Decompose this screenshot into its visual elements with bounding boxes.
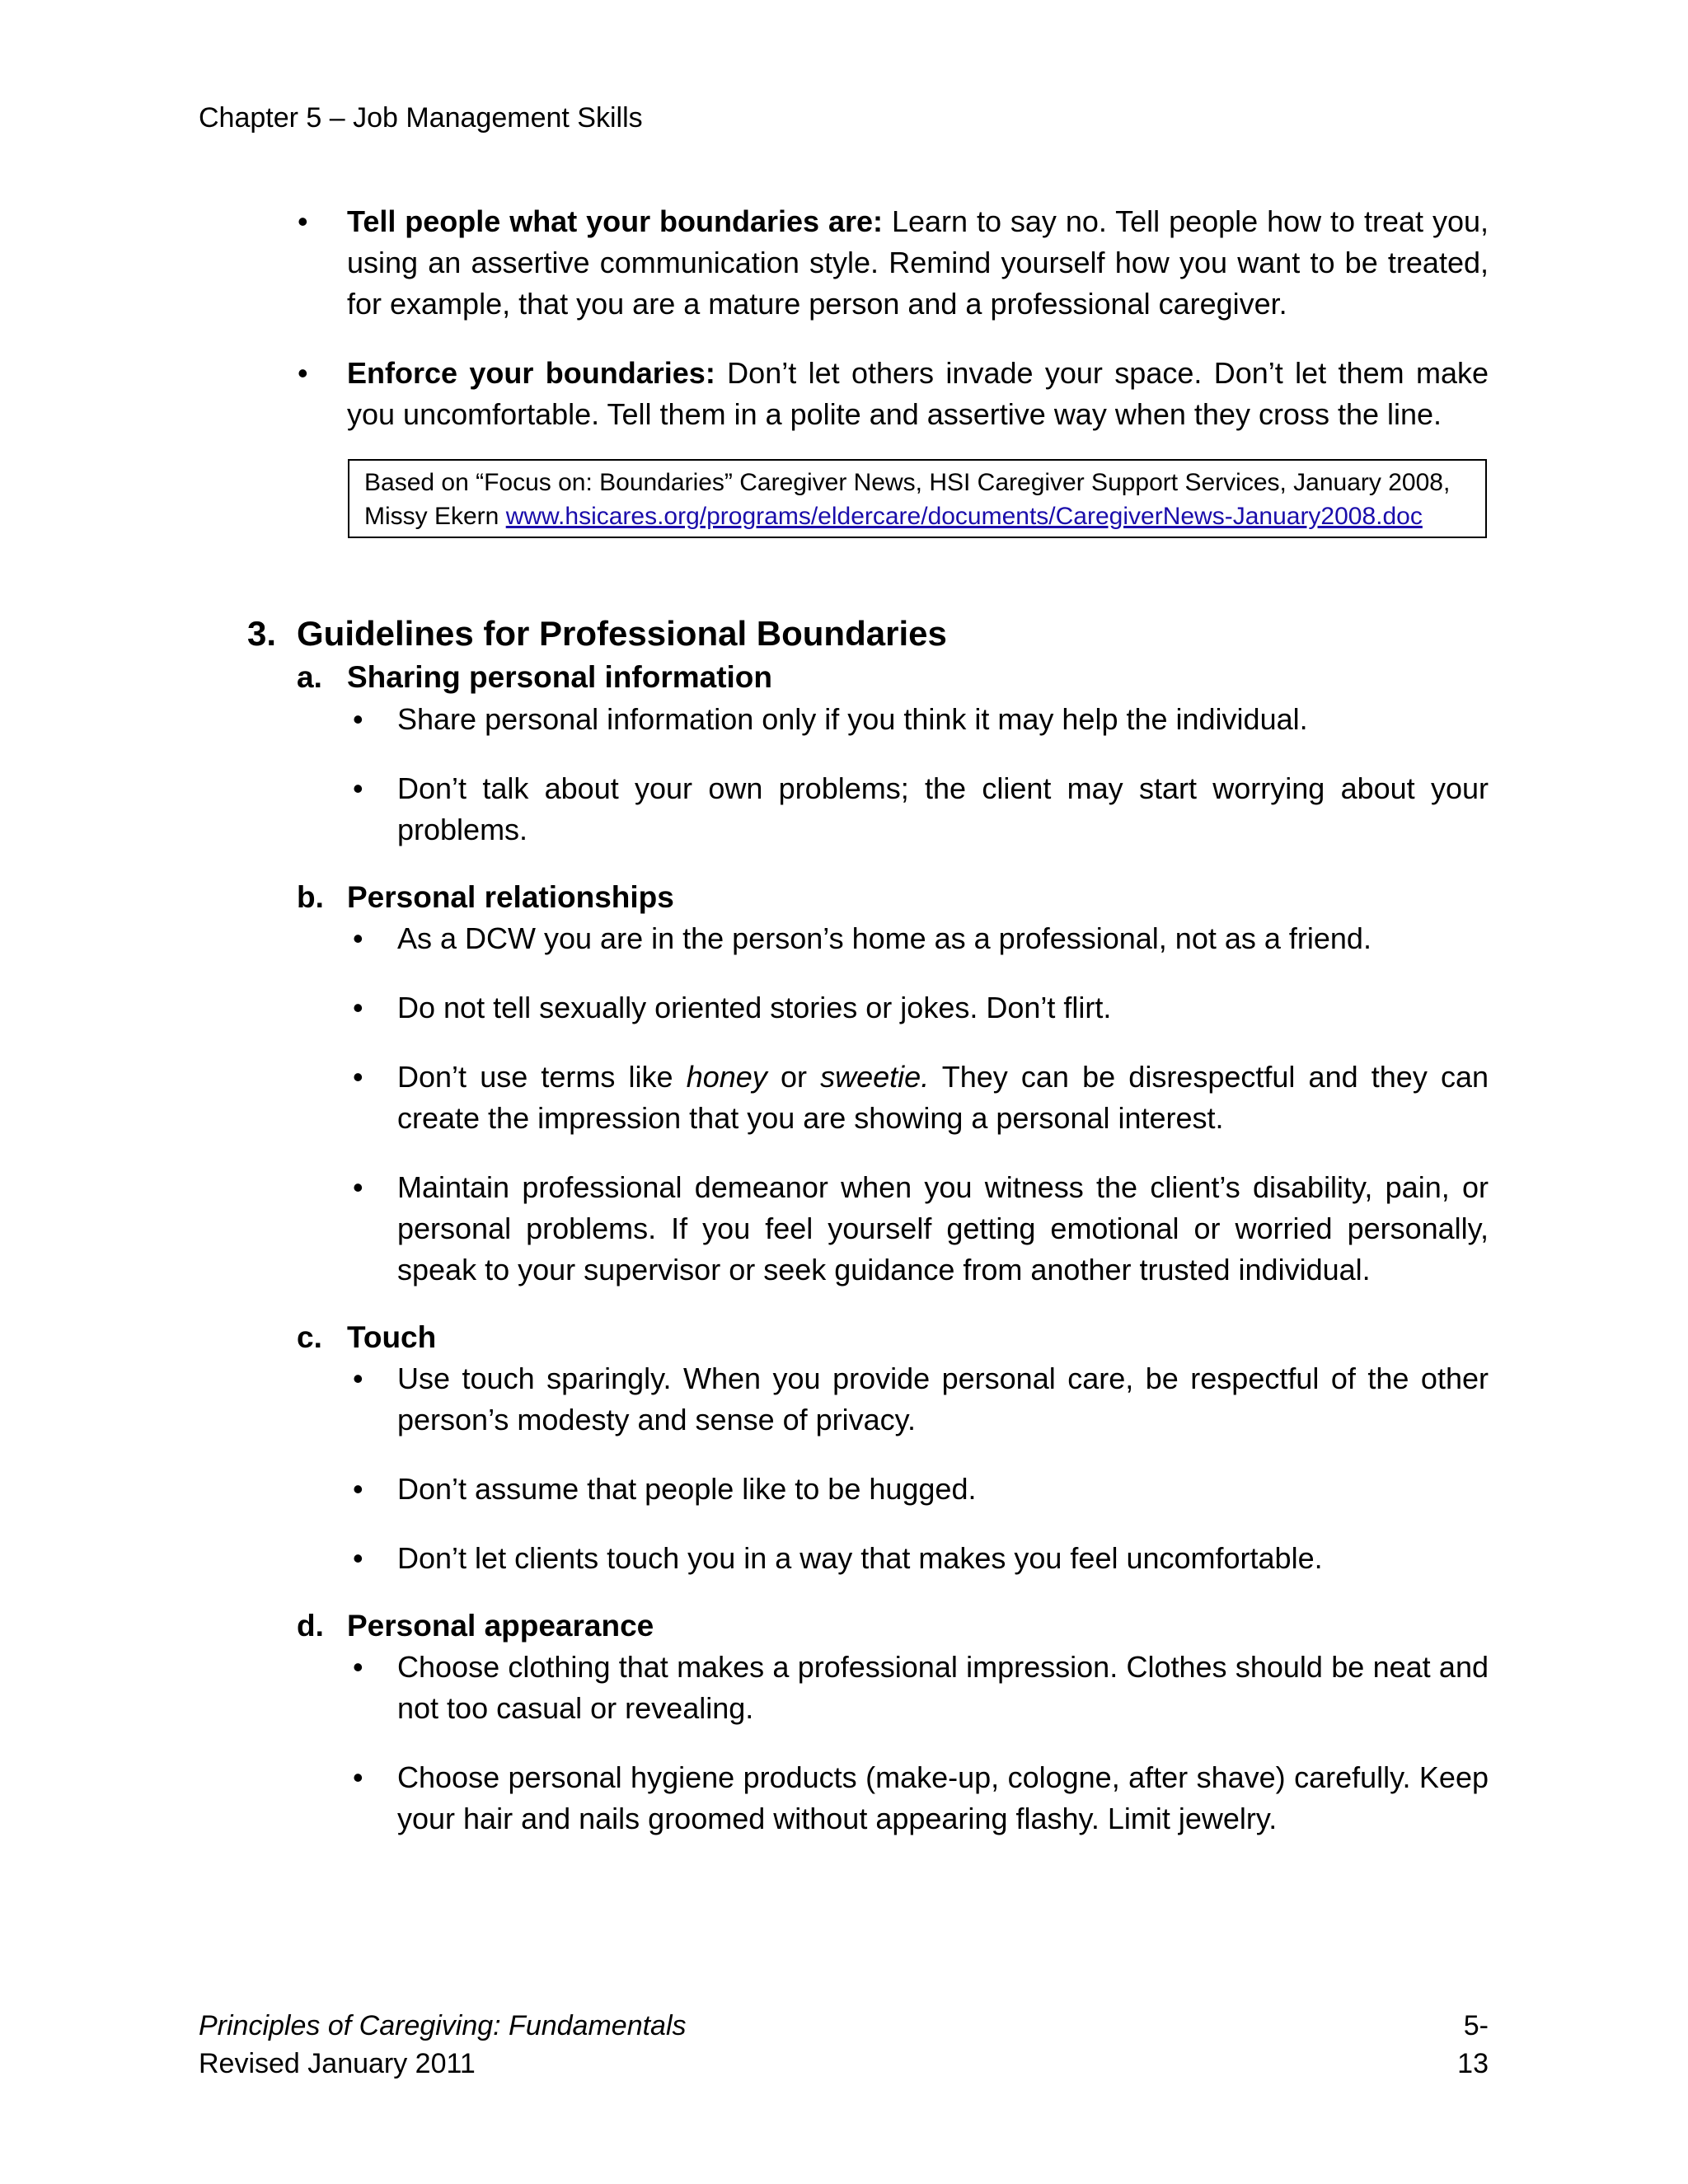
- subsection-title: Touch: [347, 1320, 437, 1354]
- source-citation-box: [348, 459, 1487, 538]
- subsection-heading: [297, 1317, 436, 1358]
- list-item: Do not tell sexually oriented stories or jokes. Don’t flirt.: [397, 991, 1112, 1024]
- list-item: Maintain professional demeanor when you witness the client’s disability, pain, or personal problems. If you feel yourself getting emotional or worried personally, speak to your supervisor or seek guidance from another trusted individual.: [397, 1170, 1489, 1286]
- bullet-marker: •: [353, 1472, 363, 1506]
- list-item: [397, 1057, 1489, 1139]
- bullet-marker: •: [353, 1170, 363, 1204]
- list-item: Don’t assume that people like to be hugged.: [397, 1472, 977, 1506]
- list-item: Choose clothing that makes a professional impression. Clothes should be neat and not too casual or revealing.: [397, 1650, 1489, 1725]
- bullet-marker: •: [353, 1760, 363, 1794]
- footer-title: Principles of Caregiving: Fundamentals: [199, 2010, 687, 2041]
- bullet-marker: •: [353, 921, 363, 955]
- bullet-marker: •: [353, 1541, 363, 1575]
- list-item: Use touch sparingly. When you provide personal care, be respectful of the other person’s modesty and sense of privacy.: [397, 1361, 1489, 1436]
- citation-line: Based on “Focus on: Boundaries” Caregiver News, HSI Caregiver Support Services, January 2008,: [364, 469, 1451, 496]
- bullet-text: Learn to say no. Tell people how to treat you, using an assertive communication style. Remind yourself how you want to be treated, for example, that you are a mature person and a professional caregiver.: [347, 204, 1489, 321]
- bullet-marker: •: [353, 1060, 363, 1094]
- bullet-text: Don’t let others invade your space. Don’t let them make you uncomfortable. Tell them in a polite and assertive way when they cross the line.: [347, 356, 1489, 431]
- subsection-heading: [297, 1605, 654, 1647]
- item-emphasis: sweetie.: [820, 1060, 930, 1094]
- item-text: They can be disrespectful and they can create the impression that you are showing a personal interest.: [397, 1060, 1489, 1135]
- subsection-title: Sharing personal information: [347, 660, 772, 694]
- list-item: Share personal information only if you think it may help the individual.: [397, 702, 1308, 736]
- subsection-letter: a.: [297, 660, 322, 694]
- bullet-marker: •: [353, 1361, 363, 1395]
- bullet-marker: •: [298, 356, 308, 390]
- subsection-title: Personal appearance: [347, 1609, 654, 1643]
- section-number: 3.: [247, 614, 277, 653]
- citation-author: Missy Ekern: [364, 503, 506, 530]
- page-number: 5-13: [1457, 2010, 1489, 2079]
- item-text: Don’t use terms like: [397, 1060, 687, 1094]
- list-item: Don’t let clients touch you in a way that makes you feel uncomfortable.: [397, 1541, 1323, 1575]
- subsection-title: Personal relationships: [347, 880, 674, 914]
- bullet-marker: •: [353, 771, 363, 805]
- bullet-lead: Tell people what your boundaries are:: [347, 204, 884, 238]
- intro-bullet: [347, 353, 1489, 435]
- footer-revised: Revised January 2011: [199, 2048, 476, 2079]
- bullet-lead: Enforce your boundaries:: [347, 356, 715, 390]
- intro-bullet: [347, 201, 1489, 325]
- subsection-letter: b.: [297, 880, 324, 914]
- citation-link[interactable]: www.hsicares.org/programs/eldercare/documents/CaregiverNews-January2008.doc: [505, 503, 1423, 530]
- subsection-heading: [297, 657, 772, 698]
- subsection-heading: [297, 877, 674, 918]
- subsection-letter: c.: [297, 1320, 322, 1354]
- item-text: or: [767, 1060, 821, 1094]
- section-title: Guidelines for Professional Boundaries: [297, 614, 947, 653]
- section-heading: [247, 608, 947, 659]
- bullet-marker: •: [353, 991, 363, 1024]
- item-emphasis: honey: [686, 1060, 767, 1094]
- bullet-marker: •: [298, 204, 308, 238]
- list-item: Don’t talk about your own problems; the client may start worrying about your problems.: [397, 771, 1489, 846]
- list-item: Choose personal hygiene products (make-up, cologne, after shave) carefully. Keep your hair and nails groomed without appearing flashy. Limit jewelry.: [397, 1760, 1489, 1835]
- subsection-letter: d.: [297, 1609, 324, 1643]
- page-footer: [199, 2007, 687, 2083]
- running-header: Chapter 5 – Job Management Skills: [199, 102, 643, 134]
- bullet-marker: •: [353, 1650, 363, 1684]
- bullet-marker: •: [353, 702, 363, 736]
- list-item: As a DCW you are in the person’s home as a professional, not as a friend.: [397, 921, 1372, 955]
